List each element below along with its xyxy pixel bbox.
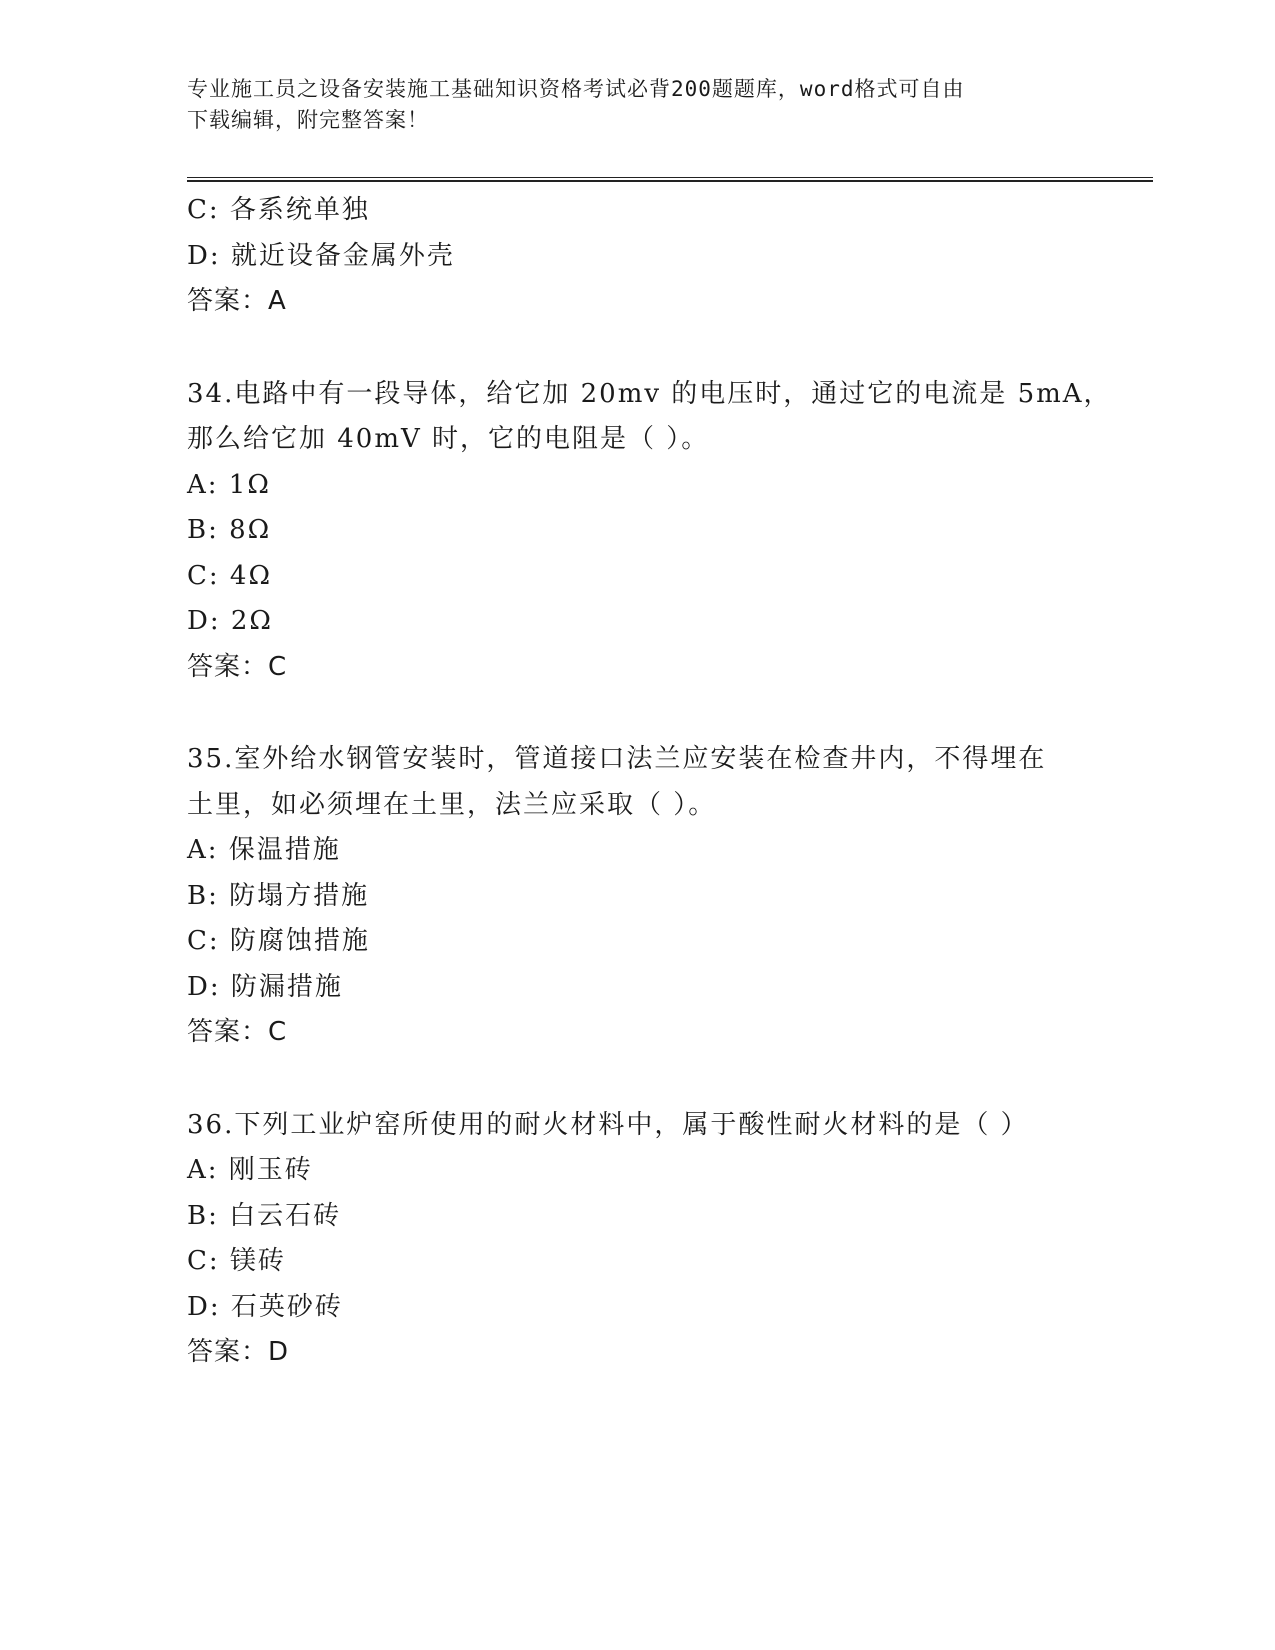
question-35 — [187, 737, 1127, 1056]
question-text-line: 35.室外给水钢管安装时，管道接口法兰应安装在检查井内，不得埋在 — [187, 744, 1047, 774]
question-34 — [187, 372, 1127, 691]
option-d: D: 就近设备金属外壳 — [187, 240, 455, 271]
question-text — [187, 372, 1112, 463]
option-c: C: 4Ω — [187, 560, 273, 591]
option-b: B: 白云石砖 — [187, 1200, 342, 1231]
option-c: C: 防腐蚀措施 — [187, 926, 370, 956]
question-list — [187, 188, 1127, 1376]
answer-line: 答案：C — [187, 1017, 288, 1047]
option-d: D: 2Ω — [187, 606, 273, 636]
option-d: D: 石英砂砖 — [187, 1291, 343, 1322]
spacer — [187, 1056, 1127, 1103]
question-text-line: 土里，如必须埋在土里，法兰应采取（ ）。 — [187, 789, 717, 820]
question-text — [187, 1103, 1067, 1149]
option-a: A: 刚玉砖 — [187, 1155, 313, 1185]
answer-line: 答案：C — [187, 651, 288, 682]
document-header — [187, 74, 1087, 136]
spacer — [187, 325, 1127, 372]
question-text-line: 34.电路中有一段导体，给它加 20mv 的电压时，通过它的电流是 5mA， — [187, 378, 1112, 409]
option-a: A: 保温措施 — [187, 835, 341, 865]
answer-line: 答案：A — [187, 286, 287, 316]
option-a: A: 1Ω — [187, 469, 271, 500]
header-title-line-1: 专业施工员之设备安装施工基础知识资格考试必背200题题库，word格式可自由 — [187, 77, 965, 101]
option-b: B: 防塌方措施 — [187, 880, 370, 911]
answer-line: 答案：D — [187, 1337, 290, 1367]
question-text — [187, 737, 1067, 828]
option-d: D: 防漏措施 — [187, 971, 343, 1002]
option-c: C: 镁砖 — [187, 1246, 286, 1276]
option-b: B: 8Ω — [187, 515, 272, 545]
header-title-line-2: 下载编辑，附完整答案！ — [187, 108, 429, 132]
spacer — [187, 690, 1127, 737]
question-text-line: 那么给它加 40mV 时，它的电阻是（ ）。 — [187, 424, 710, 454]
header-divider — [187, 177, 1153, 182]
question-33-continued — [187, 188, 1127, 325]
question-text-line: 36.下列工业炉窑所使用的耐火材料中，属于酸性耐火材料的是（ ） — [187, 1109, 1029, 1140]
question-36 — [187, 1103, 1127, 1376]
option-c: C: 各系统单独 — [187, 195, 370, 225]
